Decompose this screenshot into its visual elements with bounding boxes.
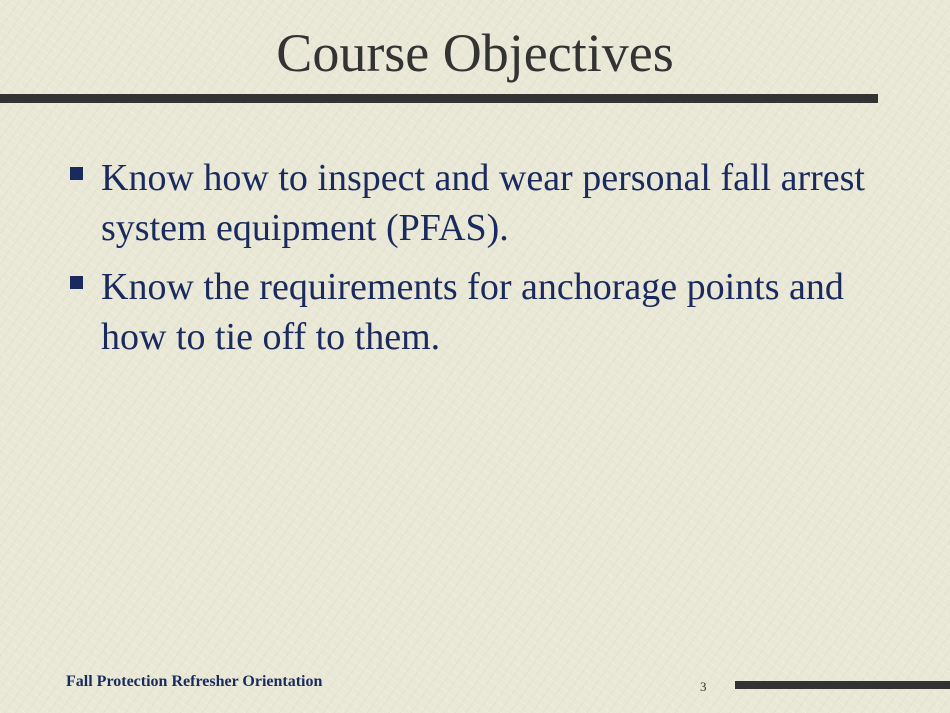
square-bullet-icon bbox=[70, 276, 83, 289]
bullet-list bbox=[66, 153, 886, 371]
bullet-text: Know the requirements for anchorage points and how to tie off to them. bbox=[101, 266, 844, 358]
slide-title: Course Objectives bbox=[276, 23, 674, 83]
footer-title: Fall Protection Refresher Orientation bbox=[66, 673, 323, 690]
footer-divider bbox=[735, 681, 950, 689]
bullet-text: Know how to inspect and wear personal fall arrest system equipment (PFAS). bbox=[101, 157, 865, 249]
title-divider bbox=[0, 94, 878, 103]
bullet-item bbox=[66, 153, 886, 253]
page-number: 3 bbox=[700, 679, 707, 694]
bullet-item bbox=[66, 262, 886, 362]
square-bullet-icon bbox=[70, 167, 83, 180]
